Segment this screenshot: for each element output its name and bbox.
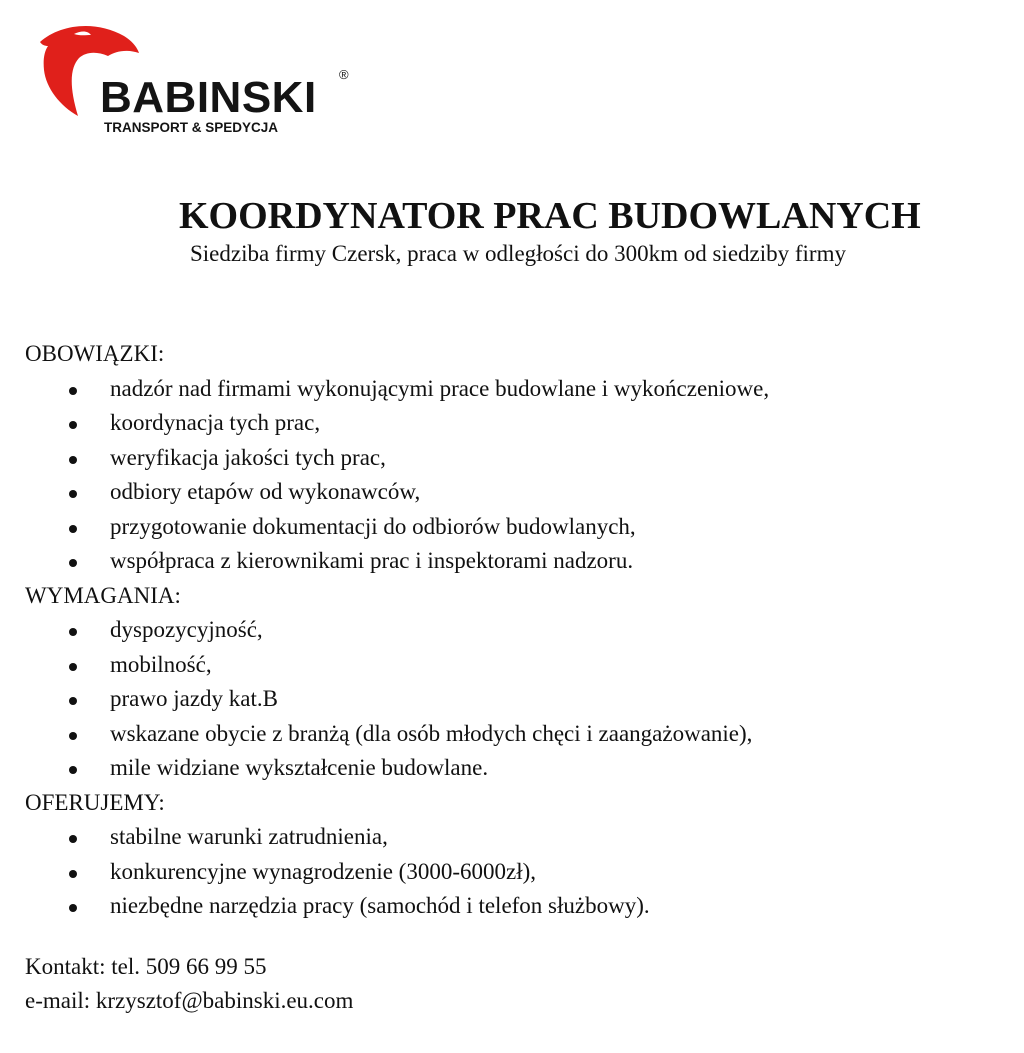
list-item: koordynacja tych prac,: [25, 406, 769, 441]
job-description: [25, 337, 769, 924]
list-item: odbiory etapów od wykonawców,: [25, 475, 769, 510]
list-item: weryfikacja jakości tych prac,: [25, 441, 769, 476]
requirements-list: [25, 613, 769, 786]
logo-wordmark: BABINSKI: [100, 73, 317, 122]
company-logo: [34, 20, 364, 140]
page-title: KOORDYNATOR PRAC BUDOWLANYCH: [179, 195, 921, 237]
duties-list: [25, 372, 769, 579]
offer-heading: OFERUJEMY:: [25, 789, 165, 815]
duties-heading: OBOWIĄZKI:: [25, 341, 165, 366]
registered-mark: ®: [339, 67, 349, 82]
list-item: nadzór nad firmami wykonującymi prace budowlane i wykończeniowe,: [25, 372, 769, 407]
list-item: przygotowanie dokumentacji do odbiorów budowlanych,: [25, 510, 769, 545]
offer-list: [25, 820, 769, 924]
contact-phone: Kontakt: tel. 509 66 99 55: [25, 954, 267, 979]
page-subtitle: Siedziba firmy Czersk, praca w odległości do 300km od siedziby firmy: [190, 241, 846, 266]
list-item: współpraca z kierownikami prac i inspektorami nadzoru.: [25, 544, 769, 579]
list-item: mile widziane wykształcenie budowlane.: [25, 751, 769, 786]
requirements-heading: WYMAGANIA:: [25, 582, 181, 608]
contact-email: e-mail: krzysztof@babinski.eu.com: [25, 988, 354, 1013]
list-item: stabilne warunki zatrudnienia,: [25, 820, 769, 855]
list-item: dyspozycyjność,: [25, 613, 769, 648]
list-item: wskazane obycie z branżą (dla osób młodych chęci i zaangażowanie),: [25, 717, 769, 752]
list-item: mobilność,: [25, 648, 769, 683]
list-item: prawo jazdy kat.B: [25, 682, 769, 717]
contact-block: [25, 950, 353, 1018]
logo-tagline: TRANSPORT & SPEDYCJA: [104, 120, 279, 135]
list-item: konkurencyjne wynagrodzenie (3000-6000zł),: [25, 855, 769, 890]
list-item: niezbędne narzędzia pracy (samochód i telefon służbowy).: [25, 889, 769, 924]
